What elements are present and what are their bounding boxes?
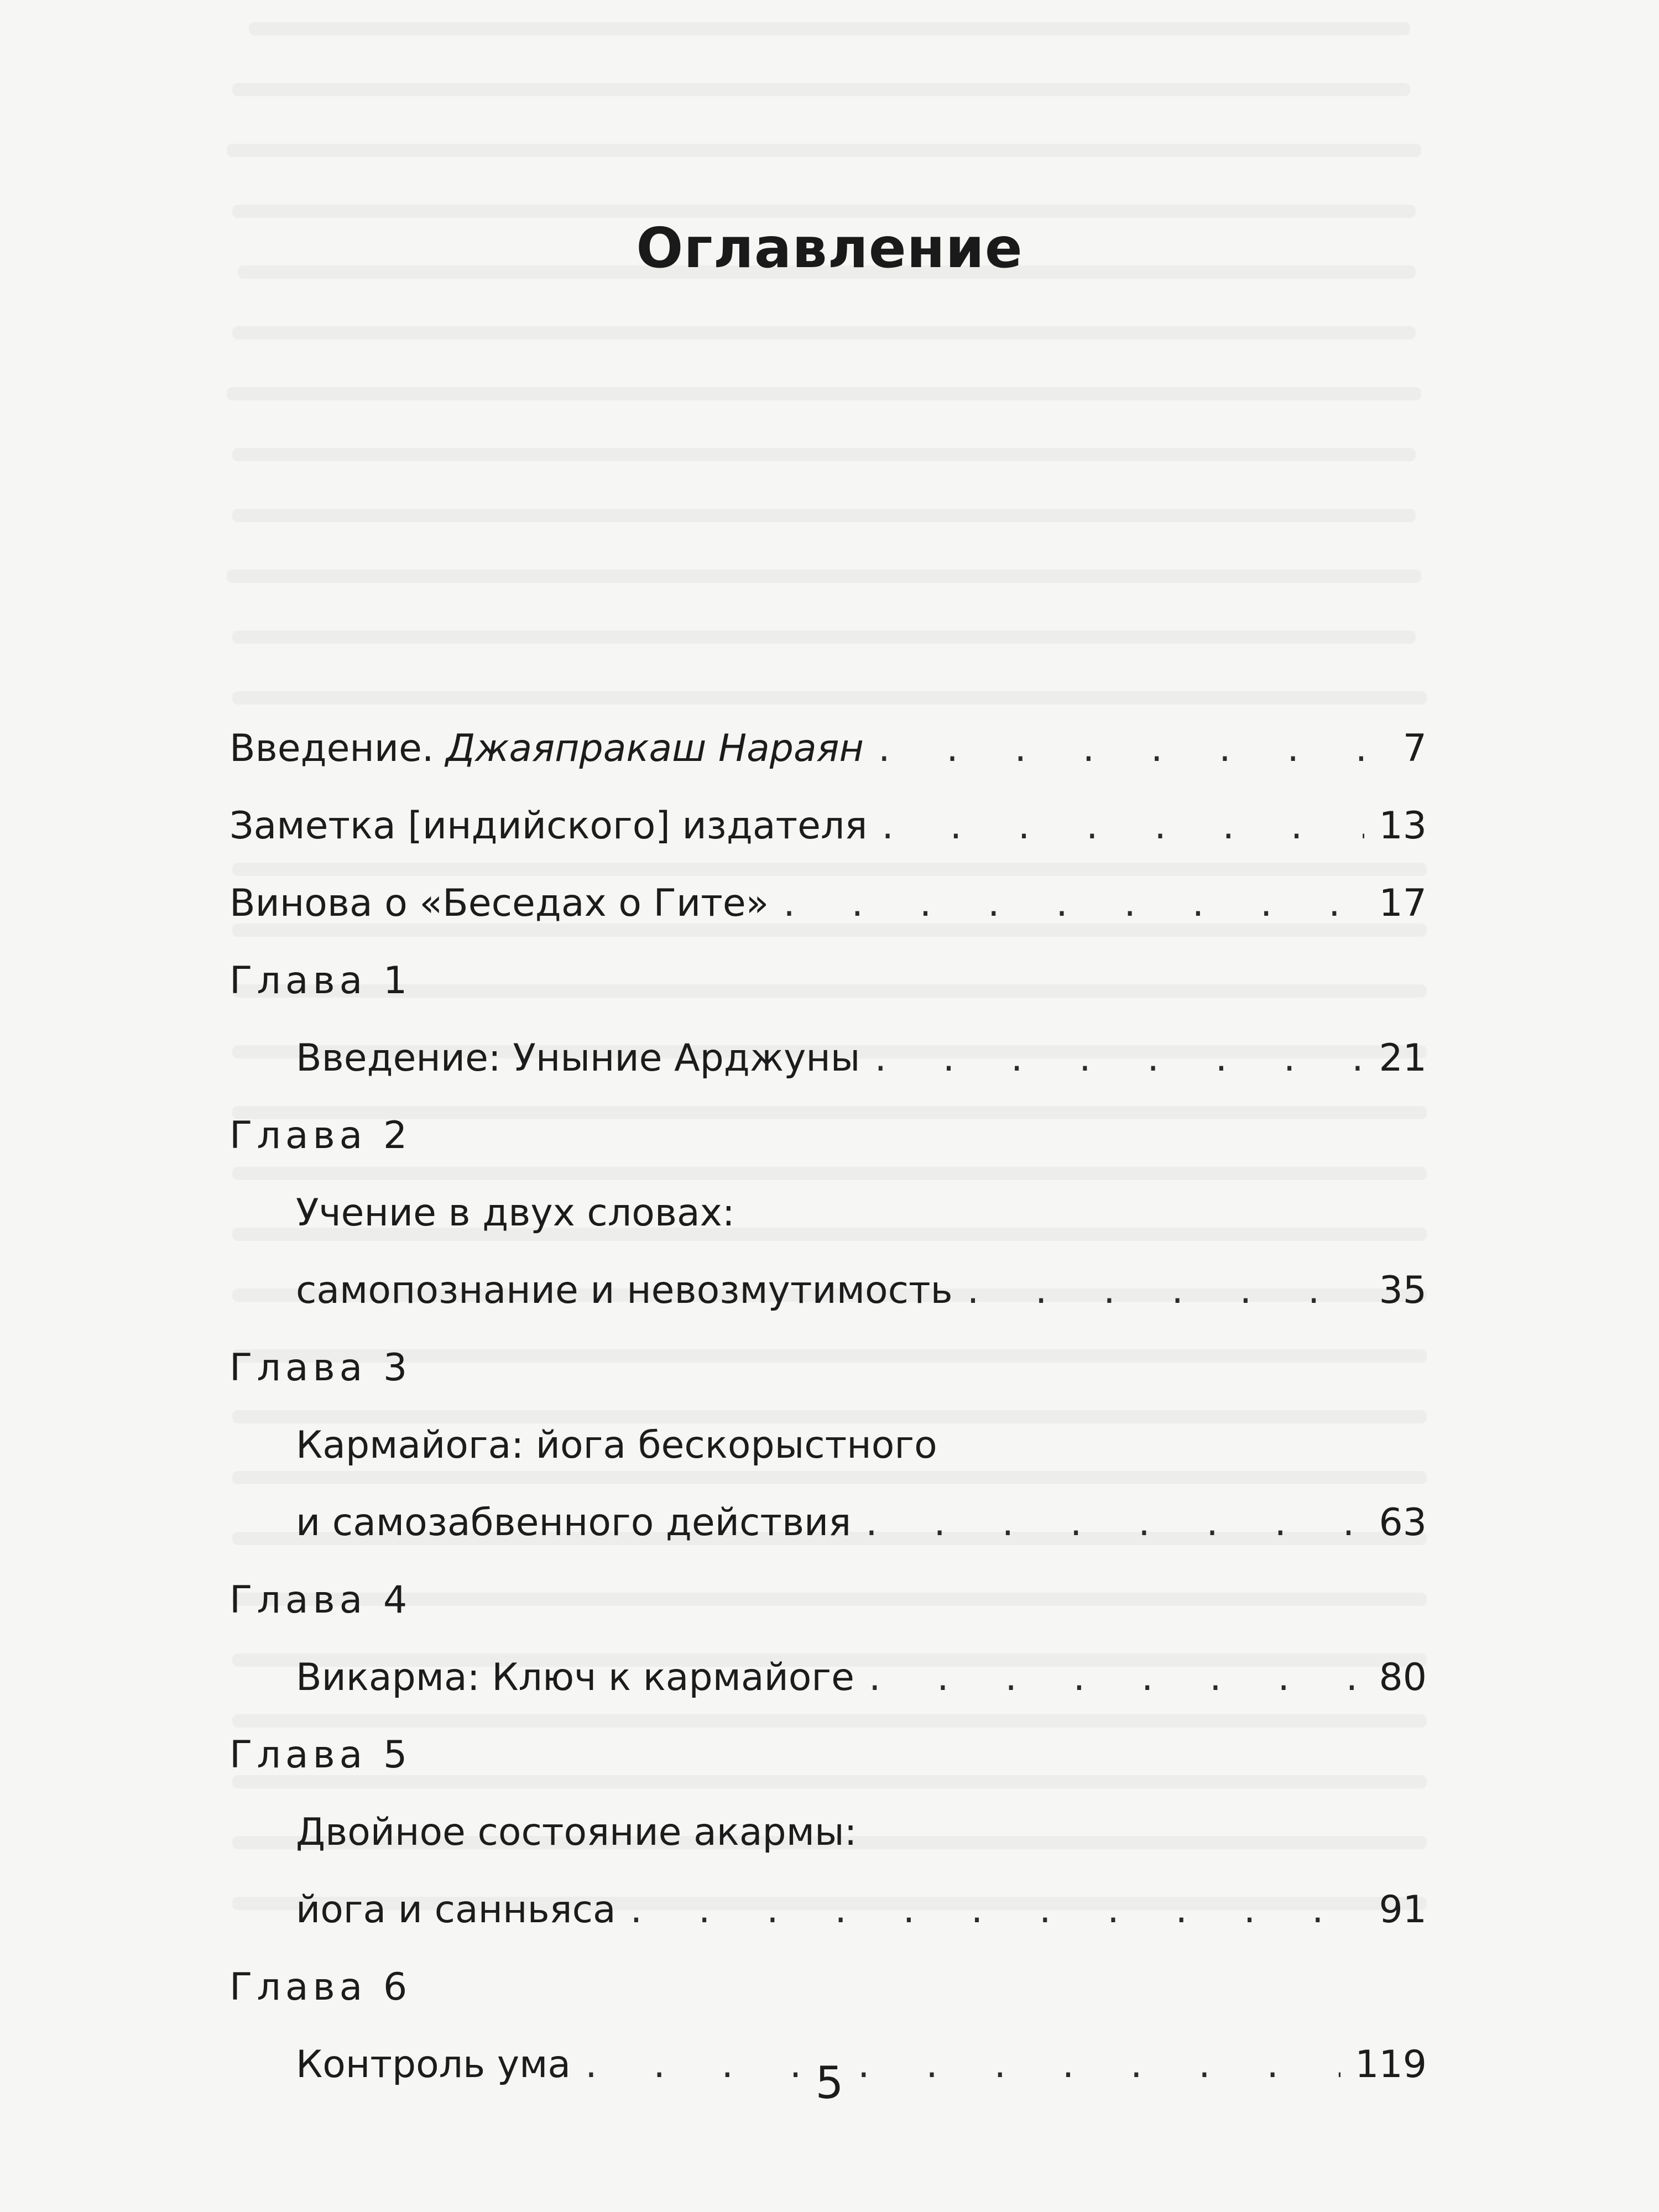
toc-entry-text: Кармайога: йога бескорыстного	[296, 1423, 937, 1467]
toc-page-number: 80	[1379, 1656, 1427, 1699]
page-title: Оглавление	[636, 216, 1023, 280]
toc-page-number: 63	[1379, 1501, 1427, 1545]
table-of-contents	[229, 727, 1427, 2124]
toc-page-number: 21	[1379, 1036, 1427, 1080]
toc-entry-text: Учение в двух словах:	[296, 1191, 735, 1235]
toc-entry-text: Контроль ума	[296, 2043, 571, 2086]
toc-entry-chapter-1[interactable]	[229, 1036, 1427, 1080]
chapter-label: Глава 3	[229, 1346, 412, 1390]
chapter-heading-5	[229, 1733, 1427, 1777]
toc-entry-chapter-5-line-1[interactable]	[229, 1811, 1427, 1854]
toc-entry-chapter-3-line-1[interactable]	[229, 1423, 1427, 1467]
toc-page-number: 17	[1379, 881, 1427, 925]
chapter-heading-3	[229, 1346, 1427, 1390]
leader-dots	[967, 1272, 1365, 1310]
toc-entry-publisher-note[interactable]	[229, 804, 1427, 848]
toc-entry-text: Викарма: Ключ к кармайоге	[296, 1656, 854, 1699]
toc-entry-vinoba[interactable]	[229, 881, 1427, 925]
chapter-label: Глава 2	[229, 1114, 412, 1157]
toc-entry-chapter-2-line-2[interactable]	[229, 1269, 1427, 1312]
toc-page-number: 7	[1402, 727, 1427, 770]
toc-page-number: 91	[1379, 1888, 1427, 1932]
chapter-heading-1	[229, 959, 1427, 1003]
toc-entry-text: Введение. Джаяпракаш Нараян	[229, 727, 864, 770]
toc-entry-text: Двойное состояние акармы:	[296, 1811, 857, 1854]
toc-entry-text: Введение: Уныние Арджуны	[296, 1036, 860, 1080]
toc-entry-chapter-3-line-2[interactable]	[229, 1501, 1427, 1545]
toc-page-number: 119	[1355, 2043, 1427, 2086]
leader-dots	[878, 730, 1389, 768]
leader-dots	[783, 885, 1364, 922]
toc-page-number: 13	[1379, 804, 1427, 848]
toc-entry-author: Джаяпракаш Нараян	[446, 727, 864, 770]
chapter-label: Глава 6	[229, 1965, 412, 2009]
leader-dots	[630, 1891, 1365, 1929]
leader-dots	[865, 1504, 1364, 1542]
chapter-label: Глава 4	[229, 1578, 412, 1622]
toc-entry-text: Винова о «Беседах о Гите»	[229, 881, 769, 925]
leader-dots	[881, 807, 1364, 845]
chapter-heading-6	[229, 1965, 1427, 2009]
leader-dots	[869, 1659, 1365, 1697]
toc-entry-chapter-5-line-2[interactable]	[229, 1888, 1427, 1932]
toc-entry-text: и самозабвенного действия	[296, 1501, 852, 1545]
toc-entry-introduction[interactable]	[229, 727, 1427, 770]
toc-entry-text: йога и санньяса	[296, 1888, 616, 1932]
chapter-heading-2	[229, 1114, 1427, 1157]
toc-page-number: 35	[1379, 1269, 1427, 1312]
page-number: 5	[815, 2057, 844, 2109]
chapter-heading-4	[229, 1578, 1427, 1622]
chapter-label: Глава 1	[229, 959, 412, 1003]
toc-entry-text: самопознание и невозмутимость	[296, 1269, 953, 1312]
chapter-label: Глава 5	[229, 1733, 412, 1777]
leader-dots	[874, 1040, 1364, 1077]
toc-entry-chapter-2-line-1[interactable]	[229, 1191, 1427, 1235]
toc-entry-chapter-4[interactable]	[229, 1656, 1427, 1699]
toc-entry-text: Заметка [индийского] издателя	[229, 804, 868, 848]
